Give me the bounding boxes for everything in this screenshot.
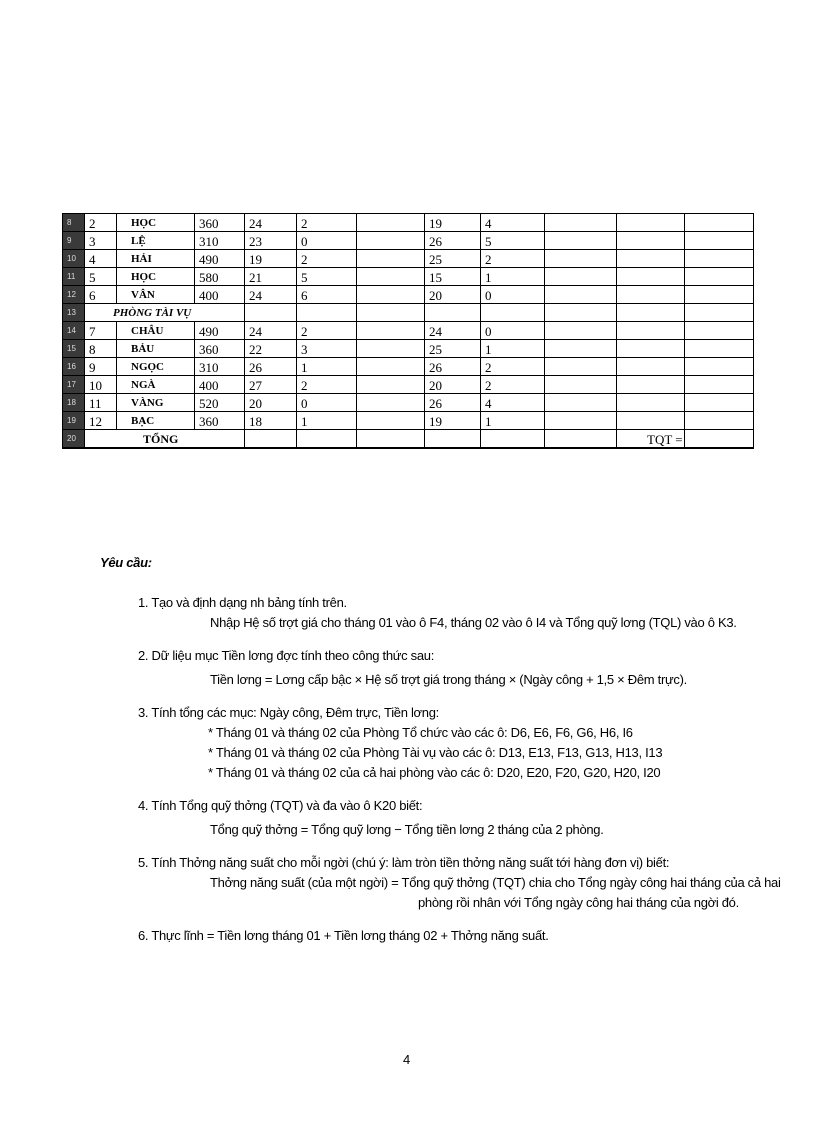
- pay-m2-cell: [545, 214, 617, 232]
- requirements-section: [100, 555, 790, 958]
- row-number: 11: [63, 268, 85, 286]
- net-cell: [685, 412, 754, 430]
- tqt-value-cell: [685, 430, 754, 449]
- pay-m2-cell: [545, 394, 617, 412]
- table-row: [63, 412, 754, 430]
- pay-m1-cell: [357, 214, 425, 232]
- table-row: [63, 232, 754, 250]
- nightshift-m1-cell: 0: [297, 232, 357, 250]
- table-row: [63, 304, 754, 322]
- table-row: [63, 250, 754, 268]
- stt-cell: 5: [85, 268, 117, 286]
- empty-cell: [481, 304, 545, 322]
- name-cell: VÀNG: [117, 394, 195, 412]
- workdays-m1-cell: 19: [245, 250, 297, 268]
- table-row: [63, 394, 754, 412]
- table-row: [63, 376, 754, 394]
- name-cell: NGÀ: [117, 376, 195, 394]
- workdays-m2-cell: 26: [425, 358, 481, 376]
- stt-cell: 2: [85, 214, 117, 232]
- pay-m2-cell: [545, 322, 617, 340]
- row-number: 13: [63, 304, 85, 322]
- nightshift-m1-cell: 2: [297, 250, 357, 268]
- empty-cell: [357, 304, 425, 322]
- net-cell: [685, 340, 754, 358]
- empty-cell: [617, 304, 685, 322]
- row-number: 17: [63, 376, 85, 394]
- empty-cell: [481, 430, 545, 449]
- stt-cell: 3: [85, 232, 117, 250]
- net-cell: [685, 214, 754, 232]
- empty-cell: [297, 430, 357, 449]
- pay-m2-cell: [545, 340, 617, 358]
- workdays-m1-cell: 24: [245, 286, 297, 304]
- name-cell: BẢU: [117, 340, 195, 358]
- empty-cell: [545, 430, 617, 449]
- spreadsheet-table: [62, 213, 754, 449]
- table-row: [63, 340, 754, 358]
- requirement-1: 1. Tạo và định dạng nh bảng tính trên. Nhập Hệ số trợt giá cho tháng 01 vào ô F4, tháng 02 vào ô I4 và Tổng quỹ lơng (TQL) vào ô K3.: [138, 595, 737, 630]
- net-cell: [685, 268, 754, 286]
- stt-cell: 4: [85, 250, 117, 268]
- net-cell: [685, 286, 754, 304]
- nightshift-m2-cell: 1: [481, 412, 545, 430]
- net-cell: [685, 232, 754, 250]
- row-number: 10: [63, 250, 85, 268]
- workdays-m1-cell: 23: [245, 232, 297, 250]
- salary-cell: 490: [195, 250, 245, 268]
- pay-m1-cell: [357, 322, 425, 340]
- nightshift-m2-cell: 4: [481, 214, 545, 232]
- bonus-cell: [617, 286, 685, 304]
- nightshift-m1-cell: 2: [297, 214, 357, 232]
- workdays-m2-cell: 19: [425, 214, 481, 232]
- bonus-cell: [617, 232, 685, 250]
- pay-m1-cell: [357, 340, 425, 358]
- salary-cell: 580: [195, 268, 245, 286]
- empty-cell: [245, 304, 297, 322]
- workdays-m2-cell: 20: [425, 376, 481, 394]
- bonus-cell: [617, 412, 685, 430]
- requirement-5: 5. Tính Thởng năng suất cho mỗi ngời (chú ý: làm tròn tiền thởng năng suất tới hàng đơn vị) biết: Thởng năng suất (của một ngời) = Tổng quỹ thởng (TQT) chia cho Tổng ngày công hai tháng của cả hai phòng rồi nhân với Tổng ngày công hai tháng của ngời đó.: [138, 855, 781, 910]
- net-cell: [685, 322, 754, 340]
- pay-m1-cell: [357, 358, 425, 376]
- salary-cell: 360: [195, 340, 245, 358]
- empty-cell: [425, 304, 481, 322]
- pay-m2-cell: [545, 412, 617, 430]
- workdays-m1-cell: 24: [245, 322, 297, 340]
- name-cell: HỌC: [117, 214, 195, 232]
- pay-m2-cell: [545, 358, 617, 376]
- table-row: [63, 358, 754, 376]
- total-label: TỔNG: [85, 430, 245, 449]
- stt-cell: 8: [85, 340, 117, 358]
- nightshift-m2-cell: 1: [481, 340, 545, 358]
- empty-cell: [685, 304, 754, 322]
- salary-cell: 520: [195, 394, 245, 412]
- net-cell: [685, 250, 754, 268]
- pay-m1-cell: [357, 286, 425, 304]
- empty-cell: [425, 430, 481, 449]
- workdays-m2-cell: 25: [425, 340, 481, 358]
- bonus-cell: [617, 214, 685, 232]
- salary-cell: 360: [195, 214, 245, 232]
- row-number: 12: [63, 286, 85, 304]
- name-cell: VÂN: [117, 286, 195, 304]
- workdays-m1-cell: 18: [245, 412, 297, 430]
- workdays-m2-cell: 26: [425, 232, 481, 250]
- nightshift-m1-cell: 6: [297, 286, 357, 304]
- nightshift-m1-cell: 2: [297, 376, 357, 394]
- stt-cell: 9: [85, 358, 117, 376]
- name-cell: BẠC: [117, 412, 195, 430]
- salary-cell: 400: [195, 286, 245, 304]
- tqt-label: TQT =: [617, 430, 685, 449]
- requirement-4: 4. Tính Tổng quỹ thởng (TQT) và đa vào ô K20 biết: Tổng quỹ thởng = Tổng quỹ lơng − Tổng tiền lơng 2 tháng của 2 phòng.: [138, 798, 604, 837]
- pay-m1-cell: [357, 268, 425, 286]
- nightshift-m2-cell: 0: [481, 322, 545, 340]
- workdays-m2-cell: 24: [425, 322, 481, 340]
- nightshift-m1-cell: 1: [297, 412, 357, 430]
- workdays-m1-cell: 20: [245, 394, 297, 412]
- pay-m2-cell: [545, 250, 617, 268]
- net-cell: [685, 376, 754, 394]
- pay-m2-cell: [545, 232, 617, 250]
- nightshift-m1-cell: 1: [297, 358, 357, 376]
- salary-cell: 310: [195, 232, 245, 250]
- nightshift-m2-cell: 2: [481, 376, 545, 394]
- bonus-cell: [617, 340, 685, 358]
- salary-cell: 490: [195, 322, 245, 340]
- name-cell: NGỌC: [117, 358, 195, 376]
- requirement-6: 6. Thực lĩnh = Tiền lơng tháng 01 + Tiền lơng tháng 02 + Thởng năng suất.: [138, 928, 549, 943]
- requirement-2: 2. Dữ liệu mục Tiền lơng đợc tính theo công thức sau: Tiền lơng = Lơng cấp bậc × Hệ số trợt giá trong tháng × (Ngày công + 1,5 × Đêm trực).: [138, 648, 687, 687]
- row-number: 18: [63, 394, 85, 412]
- name-cell: HỌC: [117, 268, 195, 286]
- name-cell: HẢI: [117, 250, 195, 268]
- workdays-m1-cell: 24: [245, 214, 297, 232]
- row-number: 16: [63, 358, 85, 376]
- bonus-cell: [617, 250, 685, 268]
- bonus-cell: [617, 358, 685, 376]
- table-row: [63, 322, 754, 340]
- nightshift-m1-cell: 3: [297, 340, 357, 358]
- section-label: PHÒNG TÀI VỤ: [85, 304, 245, 322]
- workdays-m2-cell: 15: [425, 268, 481, 286]
- stt-cell: 11: [85, 394, 117, 412]
- salary-cell: 400: [195, 376, 245, 394]
- workdays-m1-cell: 21: [245, 268, 297, 286]
- nightshift-m2-cell: 0: [481, 286, 545, 304]
- row-number: 15: [63, 340, 85, 358]
- page-number: 4: [403, 1052, 411, 1067]
- workdays-m1-cell: 27: [245, 376, 297, 394]
- salary-cell: 310: [195, 358, 245, 376]
- empty-cell: [245, 430, 297, 449]
- workdays-m1-cell: 26: [245, 358, 297, 376]
- total-row: [63, 430, 754, 449]
- pay-m1-cell: [357, 412, 425, 430]
- row-number: 19: [63, 412, 85, 430]
- pay-m2-cell: [545, 286, 617, 304]
- nightshift-m1-cell: 2: [297, 322, 357, 340]
- workdays-m1-cell: 22: [245, 340, 297, 358]
- table-row: [63, 286, 754, 304]
- workdays-m2-cell: 19: [425, 412, 481, 430]
- net-cell: [685, 394, 754, 412]
- stt-cell: 12: [85, 412, 117, 430]
- stt-cell: 7: [85, 322, 117, 340]
- pay-m2-cell: [545, 268, 617, 286]
- workdays-m2-cell: 25: [425, 250, 481, 268]
- workdays-m2-cell: 20: [425, 286, 481, 304]
- empty-cell: [545, 304, 617, 322]
- nightshift-m2-cell: 2: [481, 358, 545, 376]
- net-cell: [685, 358, 754, 376]
- pay-m1-cell: [357, 394, 425, 412]
- row-number: 20: [63, 430, 85, 449]
- stt-cell: 6: [85, 286, 117, 304]
- bonus-cell: [617, 376, 685, 394]
- nightshift-m2-cell: 5: [481, 232, 545, 250]
- row-number: 9: [63, 232, 85, 250]
- pay-m1-cell: [357, 250, 425, 268]
- nightshift-m2-cell: 2: [481, 250, 545, 268]
- salary-cell: 360: [195, 412, 245, 430]
- requirement-3: 3. Tính tổng các mục: Ngày công, Đêm trực, Tiền lơng: * Tháng 01 và tháng 02 của Phòng Tổ chức vào các ô: D6, E6, F6, G6, H6, I6 * Tháng 01 và tháng 02 của Phòng Tài vụ vào các ô: D13, E13, F13, G13, H13, I13 * Tháng 01 và tháng 02 của cả hai phòng vào các ô: D20, E20, F20, G20, H20, I20: [138, 705, 663, 780]
- workdays-m2-cell: 26: [425, 394, 481, 412]
- nightshift-m2-cell: 4: [481, 394, 545, 412]
- bonus-cell: [617, 268, 685, 286]
- stt-cell: 10: [85, 376, 117, 394]
- pay-m2-cell: [545, 376, 617, 394]
- row-number: 8: [63, 214, 85, 232]
- nightshift-m1-cell: 0: [297, 394, 357, 412]
- name-cell: LỆ: [117, 232, 195, 250]
- pay-m1-cell: [357, 376, 425, 394]
- table-row: [63, 268, 754, 286]
- empty-cell: [357, 430, 425, 449]
- empty-cell: [297, 304, 357, 322]
- table-row: [63, 214, 754, 232]
- bonus-cell: [617, 322, 685, 340]
- nightshift-m2-cell: 1: [481, 268, 545, 286]
- pay-m1-cell: [357, 232, 425, 250]
- requirements-heading: Yêu cầu:: [100, 555, 152, 570]
- row-number: 14: [63, 322, 85, 340]
- nightshift-m1-cell: 5: [297, 268, 357, 286]
- name-cell: CHÂU: [117, 322, 195, 340]
- bonus-cell: [617, 394, 685, 412]
